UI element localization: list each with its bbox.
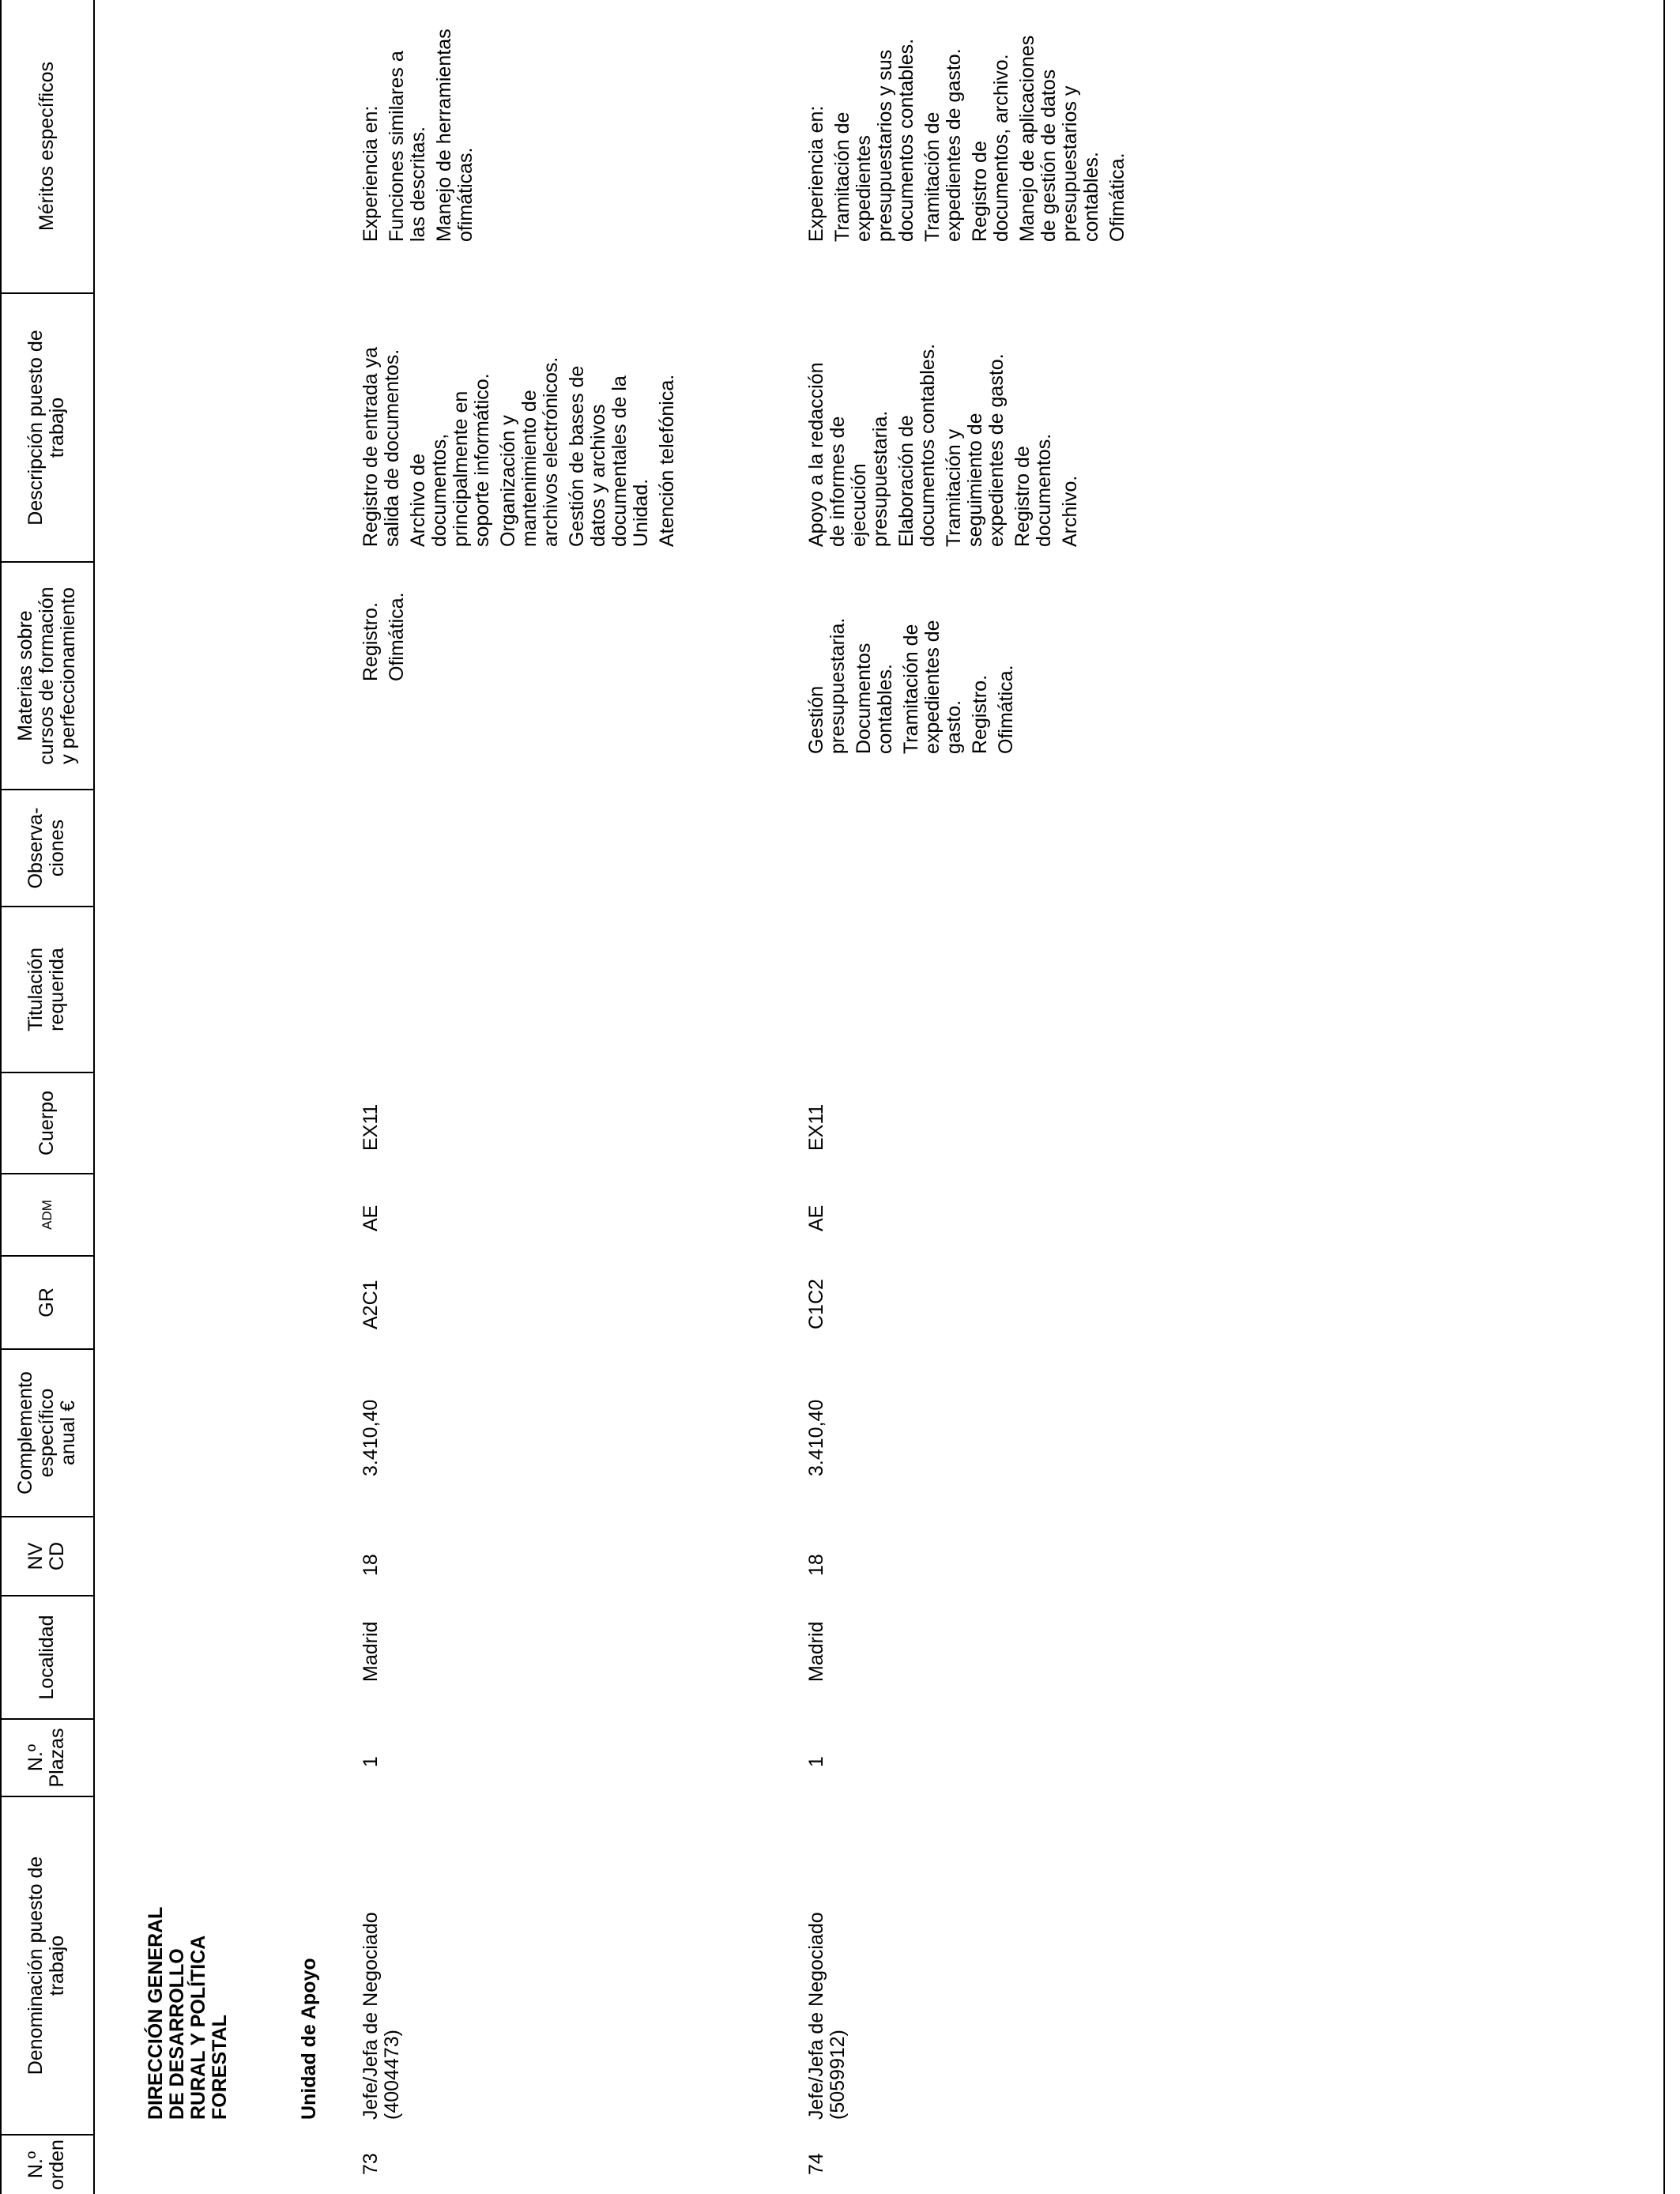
row-grupo: A2C1 [360, 1280, 382, 1329]
header-grupo: GR [35, 1287, 58, 1318]
table-bottom-rule [1663, 0, 1665, 2194]
row-localidad: Madrid [805, 1621, 827, 1682]
row-materias: Gestión presupuestaria. Documentos contables. Tramitación de expedientes de gasto. Registro. Ofimática. [805, 617, 1017, 754]
header-observaciones: Observa- ciones [24, 807, 68, 889]
row-denominacion: Jefe/Jefa de Negociado (5059912) [805, 1912, 849, 2120]
row-localidad: Madrid [360, 1621, 382, 1682]
header-complemento: Complemento específico anual € [13, 1371, 79, 1495]
row-descripcion: Apoyo a la redacción de informes de ejecución presupuestaria. Elaboración de documentos contables. Tramitación y seguimiento de expedientes de gasto. Registro de documentos. Archivo. [805, 343, 1081, 547]
header-adm: ADM [39, 1200, 55, 1230]
row-adm: AE [805, 1204, 827, 1231]
row-nivel: 18 [805, 1554, 827, 1576]
row-plazas: 1 [805, 1756, 827, 1767]
row-meritos: Experiencia en: Tramitación de expedientes presupuestarios y sus documentos contables. Tramitación de expedientes de gasto. Registro de documentos, archivo. Manejo de aplicaciones de gestión de datos presupuestarios y contables. Ofimática. [805, 35, 1128, 242]
row-denominacion: Jefe/Jefa de Negociado (4004473) [360, 1912, 403, 2120]
header-meritos: Méritos específicos [35, 62, 58, 231]
header-nivel: NV CD [24, 1541, 68, 1571]
header-descripcion: Descripción puesto de trabajo [24, 330, 68, 526]
row-complemento: 3.410,40 [805, 1399, 827, 1476]
row-orden: 74 [805, 2153, 827, 2175]
row-complemento: 3.410,40 [360, 1399, 382, 1476]
row-plazas: 1 [360, 1756, 382, 1767]
header-denominacion: Denominación puesto de trabajo [24, 1856, 68, 2075]
header-bottom-rule [93, 0, 95, 2194]
section-direccion-heading: DIRECCIÓN GENERAL DE DESARROLLO RURAL Y POLÍTICA FORESTAL [145, 1906, 231, 2120]
row-adm: AE [360, 1204, 382, 1231]
row-grupo: C1C2 [805, 1279, 827, 1329]
header-orden: N.º orden [24, 2139, 68, 2190]
header-plazas: N.º Plazas [24, 1728, 68, 1788]
row-descripcion: Registro de entrada ya salida de documentos. Archivo de documentos, principalmente en soporte informático. Organización y mantenimiento de archivos electrónicos. Gestión de bases de datos y archivos documentales de la Unidad. Atención telefónica. [360, 347, 678, 547]
header-materias: Materias sobre cursos de formación y perfeccionamiento [13, 586, 79, 765]
row-orden: 73 [360, 2153, 382, 2175]
row-materias: Registro. Ofimática. [360, 592, 408, 681]
header-titulacion: Titulación requerida [24, 947, 68, 1032]
row-meritos: Experiencia en: Funciones similares a las descritas. Manejo de herramientas ofimáticas. [360, 28, 477, 242]
header-cuerpo: Cuerpo [35, 1091, 58, 1155]
section-unidad-heading: Unidad de Apoyo [298, 1958, 320, 2120]
row-cuerpo: EX11 [805, 1103, 827, 1151]
row-nivel: 18 [360, 1554, 382, 1576]
row-cuerpo: EX11 [360, 1103, 382, 1151]
header-localidad: Localidad [35, 1615, 58, 1700]
